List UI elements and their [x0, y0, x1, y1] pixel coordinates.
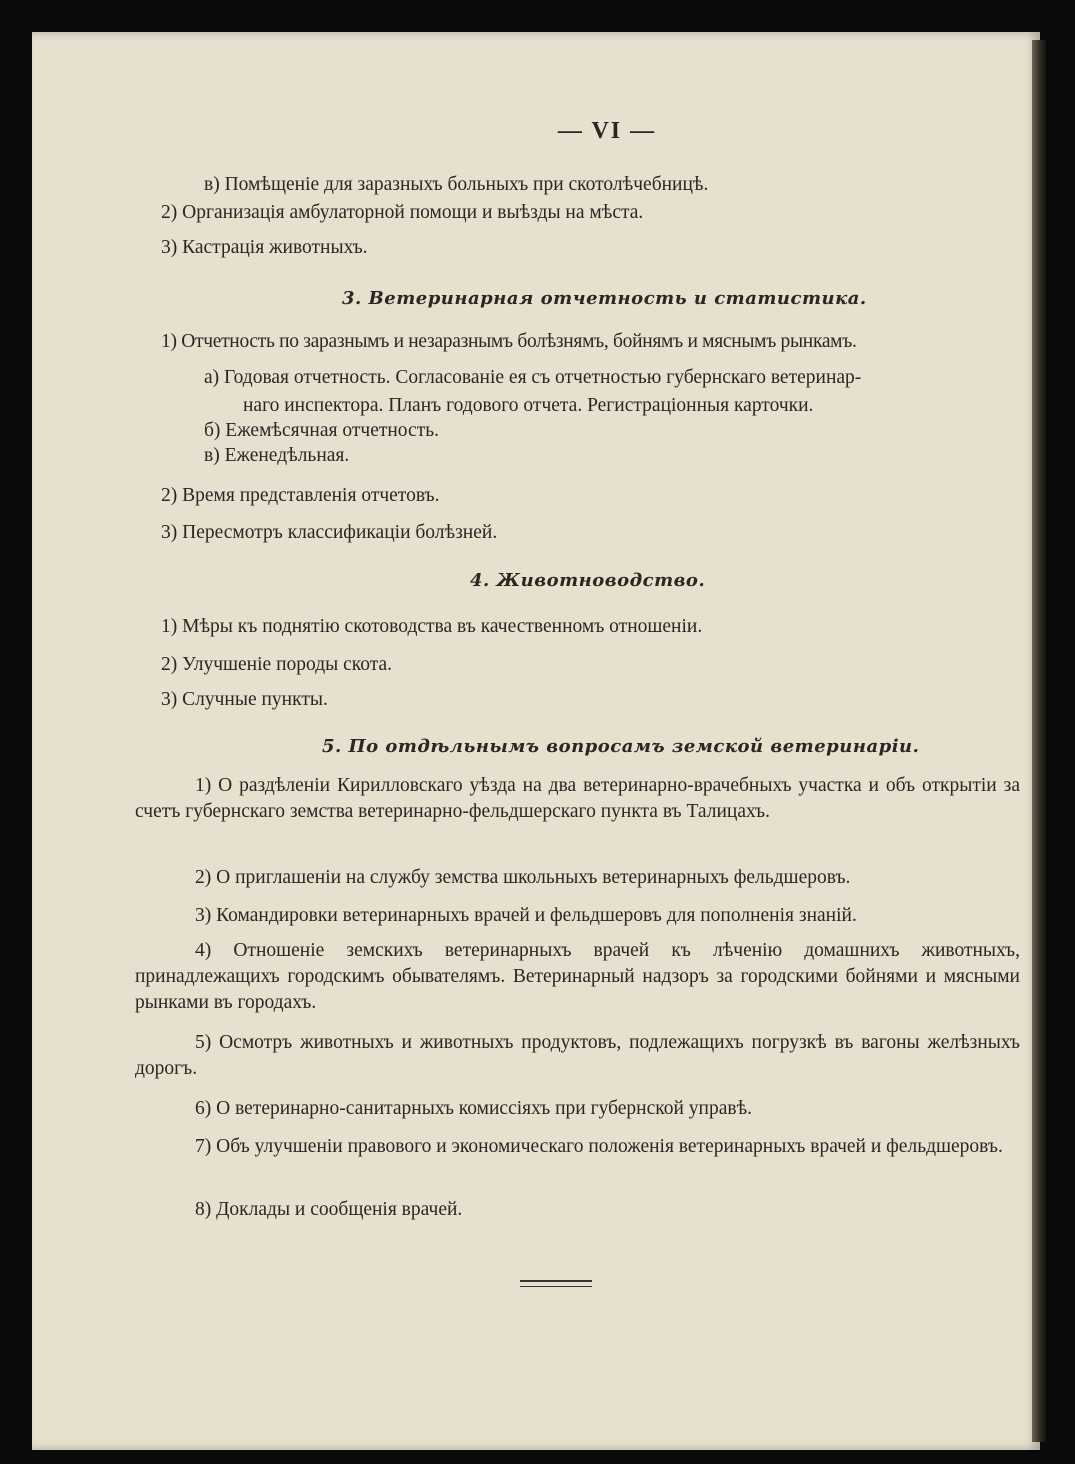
page-number: — VI —: [557, 118, 657, 144]
paragraph: 2) О приглашеніи на службу земства школьныхъ ветеринарныхъ фельдшеровъ.: [195, 867, 851, 888]
end-rule: [520, 1280, 592, 1287]
list-item: 2) Организація амбулаторной помощи и выѣзды на мѣста.: [161, 202, 644, 223]
section-heading-statistics: 3. Ветеринарная отчетность и статистика.: [342, 288, 867, 309]
page-content: [32, 32, 1040, 1450]
list-item: 2) Улучшеніе породы скота.: [161, 654, 393, 675]
paragraph: 8) Доклады и сообщенія врачей.: [195, 1199, 463, 1220]
list-item: 2) Время представленія отчетовъ.: [161, 485, 440, 506]
paragraph: 4) Отношеніе земскихъ ветеринарныхъ врачей къ лѣченію домашнихъ животныхъ, принадлежащихъ городскимъ обывателямъ. Ветеринарный надзоръ за городскими бойнями и мясными рынками въ городахъ.: [135, 940, 1020, 1013]
section-heading-zemstvo: 5. По отдѣльнымъ вопросамъ земской ветеринаріи.: [322, 736, 920, 757]
page-sheet: [32, 32, 1040, 1450]
paragraph: 3) Командировки ветеринарныхъ врачей и фельдшеровъ для пополненія знаній.: [195, 905, 857, 926]
paragraph: 5) Осмотръ животныхъ и животныхъ продуктовъ, подлежащихъ погрузкѣ въ вагоны желѣзныхъ дорогъ.: [135, 1032, 1020, 1079]
paragraph: 6) О ветеринарно-санитарныхъ комиссіяхъ при губернской управѣ.: [195, 1098, 753, 1119]
section-heading-livestock: 4. Животноводство.: [470, 570, 706, 591]
list-item: 1) Отчетность по заразнымъ и незаразнымъ болѣзнямъ, бойнямъ и мяснымъ рынкамъ.: [161, 331, 857, 352]
book-spine: [1032, 40, 1046, 1442]
paragraph: 7) Объ улучшеніи правового и экономическаго положенія ветеринарныхъ врачей и фельдшеровъ.: [195, 1136, 1003, 1157]
list-item: б) Ежемѣсячная отчетность.: [204, 420, 439, 441]
paragraph: 1) О раздѣленіи Кирилловскаго уѣзда на два ветеринарно-врачебныхъ участка и объ открытіи за счетъ губернскаго земства ветеринарно-фельдшерскаго пункта въ Талицахъ.: [135, 775, 1020, 822]
list-item: 3) Кастрація животныхъ.: [161, 237, 368, 258]
list-item: 3) Случные пункты.: [161, 689, 328, 710]
list-item: наго инспектора. Планъ годового отчета. Регистраціонныя карточки.: [243, 395, 814, 416]
list-item: 3) Пересмотръ классификаціи болѣзней.: [161, 522, 498, 543]
list-item: в) Помѣщеніе для заразныхъ больныхъ при скотолѣчебницѣ.: [204, 174, 709, 195]
list-item: а) Годовая отчетность. Согласованіе ея съ отчетностью губернскаго ветеринар-: [204, 367, 862, 388]
list-item: 1) Мѣры къ поднятію скотоводства въ качественномъ отношеніи.: [161, 616, 703, 637]
list-item: в) Еженедѣльная.: [204, 445, 350, 466]
